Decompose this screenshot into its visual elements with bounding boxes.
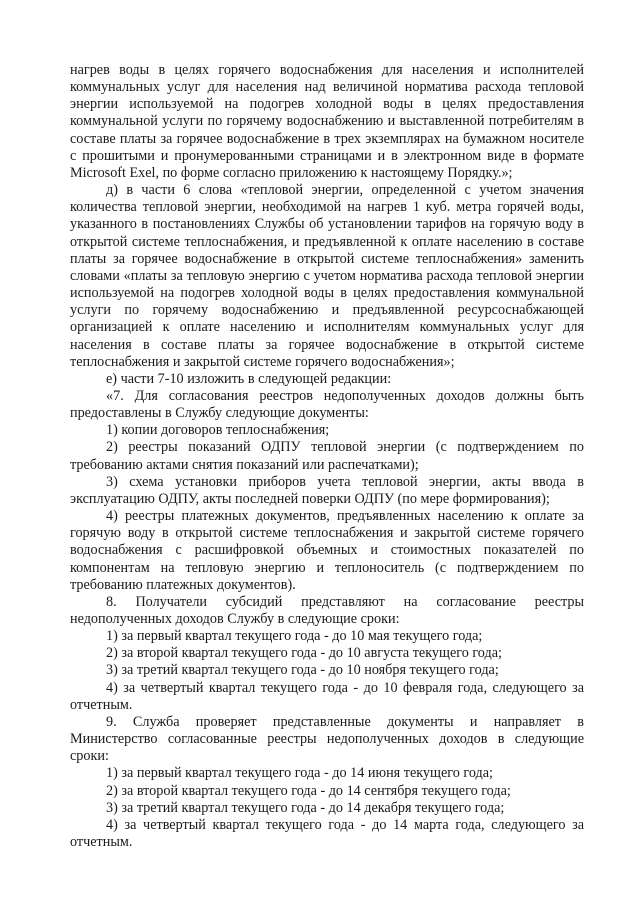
paragraph: д) в части 6 слова «тепловой энергии, определенной с учетом значения количества тепловой энергии, необходимой на нагрев 1 куб. метра горячей воды, указанного в постановлениях Службы об установлении тарифов на горячую воду в открытой системе теплоснабжения, и предъявленной к оплате населению в составе платы за горячее водоснабжение в открытой системе теплоснабжения» заменить словами «платы за тепловую энергию с учетом норматива расхода тепловой энергии используемой на подогрев холодной воды в целях предоставления коммунальной услуги по горячему водоснабжению и предъявленной ресурсоснабжающей организацией к оплате населению и исполнителям коммунальных услуг для населения в составе платы за горячее водоснабжение в открытой системе теплоснабжения и закрытой системе горячего водоснабжения»; bbox=[70, 182, 584, 370]
list-item: 1) за первый квартал текущего года - до 10 мая текущего года; bbox=[106, 628, 483, 645]
list-item: 1) за первый квартал текущего года - до 14 июня текущего года; bbox=[106, 765, 493, 782]
list-item: 2) за второй квартал текущего года - до 14 сентября текущего года; bbox=[106, 782, 511, 799]
paragraph: е) части 7-10 изложить в следующей редакции: bbox=[106, 370, 392, 387]
paragraph: «7. Для согласования реестров недополученных доходов должны быть предоставлены в Службу следующие документы: bbox=[70, 387, 584, 422]
list-item: 4) реестры платежных документов, предъявленных населению к оплате за горячую воду в открытой системе теплоснабжения и закрытой системе горячего водоснабжения с расшифровкой объемных и стоимостных показателей по компонентам на тепловую энергию и теплоноситель (с подтверждением по требованию платежных документов). bbox=[70, 508, 584, 593]
list-item: 3) схема установки приборов учета тепловой энергии, акты ввода в эксплуатацию ОДПУ, акты последней поверки ОДПУ (по мере формирования); bbox=[70, 473, 584, 507]
list-item: 3) за третий квартал текущего года - до 10 ноября текущего года; bbox=[106, 662, 499, 679]
list-item: 3) за третий квартал текущего года - до 14 декабря текущего года; bbox=[106, 799, 505, 816]
paragraph: 8. Получатели субсидий представляют на согласование реестры недополученных доходов Службу в следующие сроки: bbox=[70, 593, 584, 627]
list-item: 2) за второй квартал текущего года - до 10 августа текущего года; bbox=[106, 645, 502, 662]
list-item: 1) копии договоров теплоснабжения; bbox=[106, 422, 330, 439]
list-item: 4) за четвертый квартал текущего года - до 14 марта года, следующего за отчетным. bbox=[70, 816, 584, 851]
list-item: 2) реестры показаний ОДПУ тепловой энергии (с подтверждением по требованию актами снятия показаний или распечатками); bbox=[70, 439, 584, 473]
paragraph: 9. Служба проверяет представленные документы и направляет в Министерство согласованные реестры недополученных доходов в следующие сроки: bbox=[70, 713, 584, 765]
paragraph: нагрев воды в целях горячего водоснабжения для населения и исполнителей коммунальных услуг для населения над величиной норматива расхода тепловой энергии используемой на подогрев холодной воды в целях предоставления коммунальной услуги по горячему водоснабжению и выставленной потребителям в составе платы за горячее водоснабжение в трех экземплярах на бумажном носителе с прошитыми и пронумерованными страницами и в электронном виде в формате Microsoft Exel, по форме согласно приложению к настоящему Порядку.»; bbox=[70, 62, 584, 181]
list-item: 4) за четвертый квартал текущего года - до 10 февраля года, следующего за отчетным. bbox=[70, 679, 584, 713]
